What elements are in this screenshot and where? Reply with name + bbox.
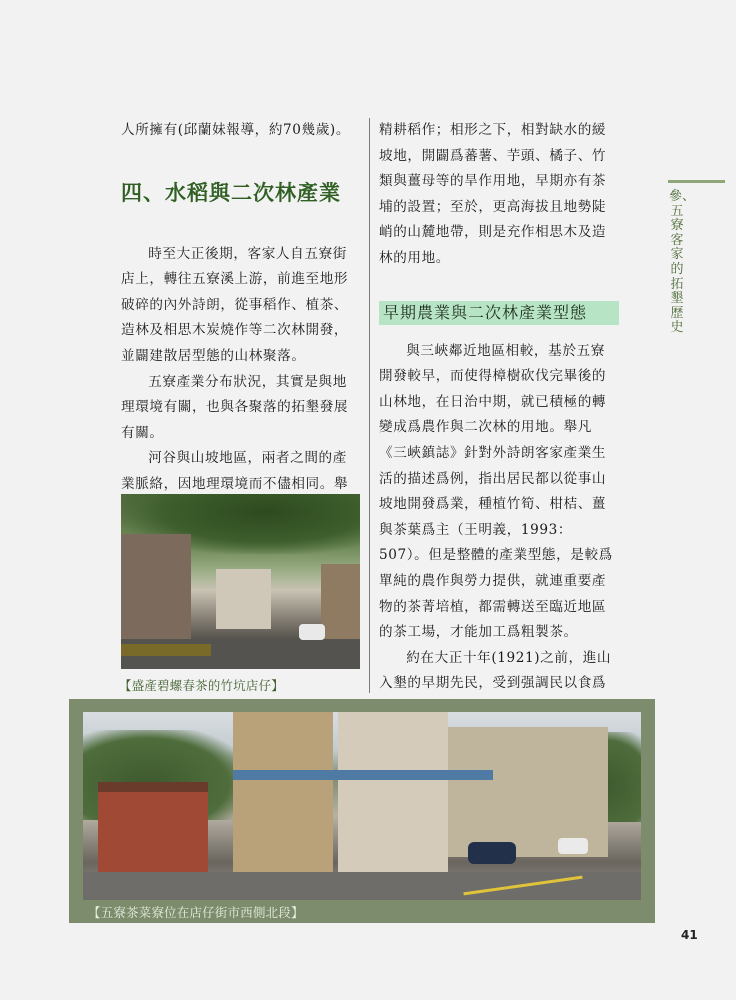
column-divider: [369, 118, 370, 693]
street-photo: [121, 494, 360, 669]
section-title: 四、水稻與二次林產業: [121, 180, 341, 205]
photo-caption: 【盛產碧螺春茶的竹坑店仔】: [119, 678, 284, 693]
paragraph: 約在大正十年(1921)之前，進山入墾的早期先民，受到强調民以食爲: [379, 649, 612, 692]
car: [558, 838, 588, 854]
shop-building: [338, 712, 448, 872]
awning: [233, 770, 493, 780]
brick-building: [98, 792, 208, 882]
car: [299, 624, 325, 640]
shop-building: [233, 712, 333, 877]
paragraph: 河谷與山坡地區，兩者之間的產業脈絡，因地理環境而不儘相同。舉: [121, 450, 349, 492]
car: [468, 842, 516, 864]
side-tab-bar: [668, 180, 725, 183]
chapter-tab-label: 參、五寮客家的拓墾歷史: [669, 189, 696, 336]
paragraph: 人所擁有(邱蘭妹報導，約70幾歲)。: [121, 122, 351, 138]
paragraph: 與三峽鄰近地區相較，基於五寮開發較早，而使得樟樹砍伐完畢後的山林地，在日治中期，就已積極的轉變成爲農作與二次林的用地。舉凡《三峽鎮誌》針對外詩朗客家產業生活的描述爲例，指出居民都以從事山坡地開發爲業，種植竹筍、柑桔、薑與茶葉爲主（王明義，1993：507）。但是整體的產業型態，是較爲單純的農作與勞力提供，就連重要產物的茶菁培植，都需轉送至臨近地區的茶工場，才能加工爲粗製茶。: [379, 342, 613, 641]
photo-caption: 【五寮茶菜寮位在店仔街市西側北段】: [88, 905, 304, 920]
subsection-title: 早期農業與二次林產業型態: [379, 301, 619, 325]
paragraph: 五寮產業分布狀況，其實是與地理環境有關，也與各聚落的拓墾發展有關。: [121, 373, 349, 441]
paragraph: 精耕稻作；相形之下，相對缺水的緩坡地，開闢爲蕃薯、芋頭、橘子、竹類與薑母等的旱作用地，早期亦有茶埔的設置；至於，更高海拔且地勢陡峭的山麓地帶，則是充作相思木及造林的用地。: [379, 122, 607, 266]
paragraph: 時至大正後期，客家人自五寮街店上，轉往五寮溪上游，前進至地形破碎的內外詩朗，從事稻作、植茶、造林及相思木炭燒作等二次林開發，並闢建散居型態的山林聚落。: [121, 245, 349, 364]
page-number: 41: [681, 928, 698, 942]
building: [216, 569, 271, 629]
building: [121, 534, 191, 644]
building: [321, 564, 360, 644]
road: [83, 872, 641, 900]
panorama-photo: [83, 712, 641, 900]
planter: [121, 644, 211, 656]
